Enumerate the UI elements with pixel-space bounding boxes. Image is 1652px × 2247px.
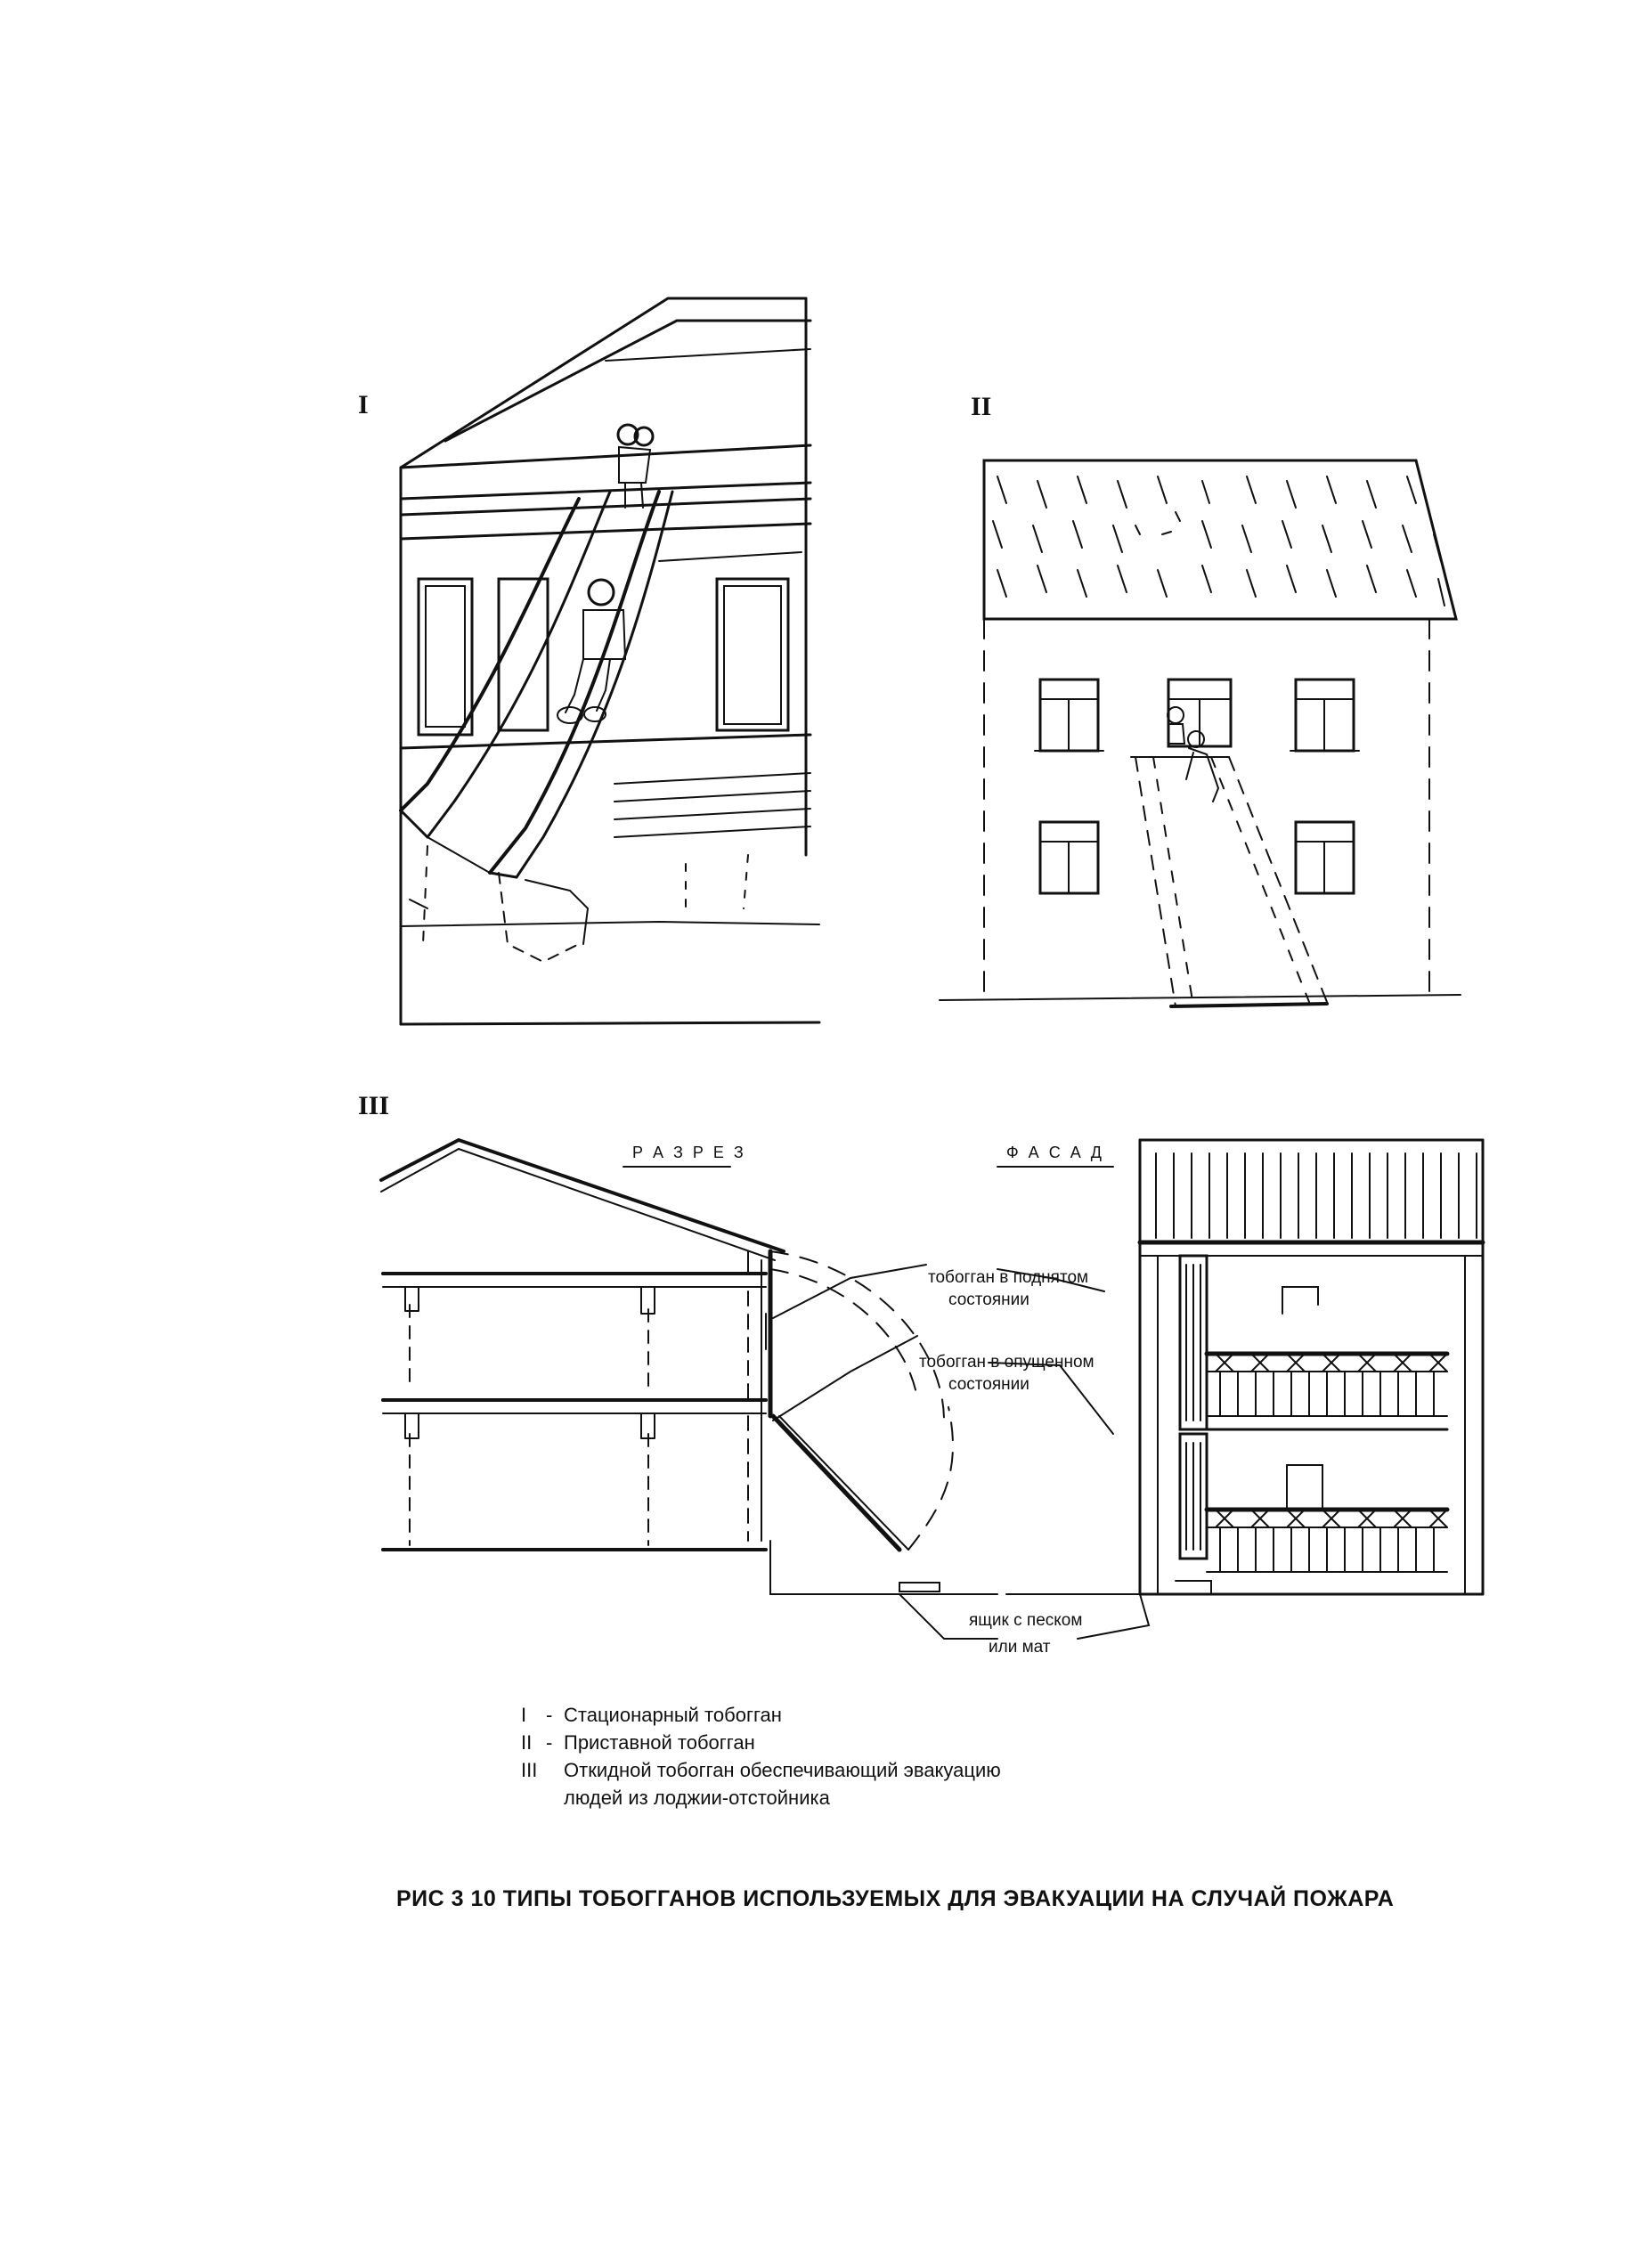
panel-numeral-3: III [358,1091,390,1120]
legend-number: II [521,1731,533,1754]
legend-dash [546,1756,564,1784]
section-label: Р А З Р Е З [632,1144,746,1161]
facade-label: Ф А С А Д [1006,1144,1104,1161]
legend-item [521,1784,1001,1811]
stationary-toboggan-illustration [392,285,828,1033]
legend-number: I [521,1704,527,1726]
figure-caption: РИС 3 10 ТИПЫ ТОБОГГАНОВ ИСПОЛЬЗУЕМЫХ ДЛЯ ЭВАКУАЦИИ НА СЛУЧАЙ ПОЖАРА [396,1886,1395,1911]
panel-numeral-1: I [358,390,369,419]
raised-state-label-1: тобогган в поднятом [928,1268,1089,1287]
legend-text: Стационарный тобогган [564,1704,782,1726]
raised-state-label-2: состоянии [948,1290,1029,1309]
sand-box-label-1: ящик с песком [969,1611,1083,1630]
legend-dash: - [546,1731,553,1754]
legend-item [521,1701,1001,1729]
legend-dash [546,1784,564,1811]
lowered-state-label-1: тобогган в опущенном [919,1353,1095,1372]
legend-number: III [521,1759,538,1781]
hinged-toboggan-section-facade [374,1113,1487,1665]
sand-box-label-2: или мат [989,1638,1051,1657]
legend-number [521,1784,546,1811]
legend-text: Приставной тобогган [564,1731,755,1754]
legend-item [521,1756,1001,1784]
legend-item [521,1729,1001,1756]
lowered-state-label-2: состоянии [948,1375,1029,1394]
legend [521,1701,1001,1811]
panel-numeral-2: II [971,392,992,421]
legend-dash: - [546,1704,553,1726]
legend-text: людей из лоджии-отстойника [564,1787,830,1809]
portable-toboggan-illustration [935,450,1469,1038]
legend-text: Откидной тобогган обеспечивающий эвакуацию [564,1759,1001,1781]
